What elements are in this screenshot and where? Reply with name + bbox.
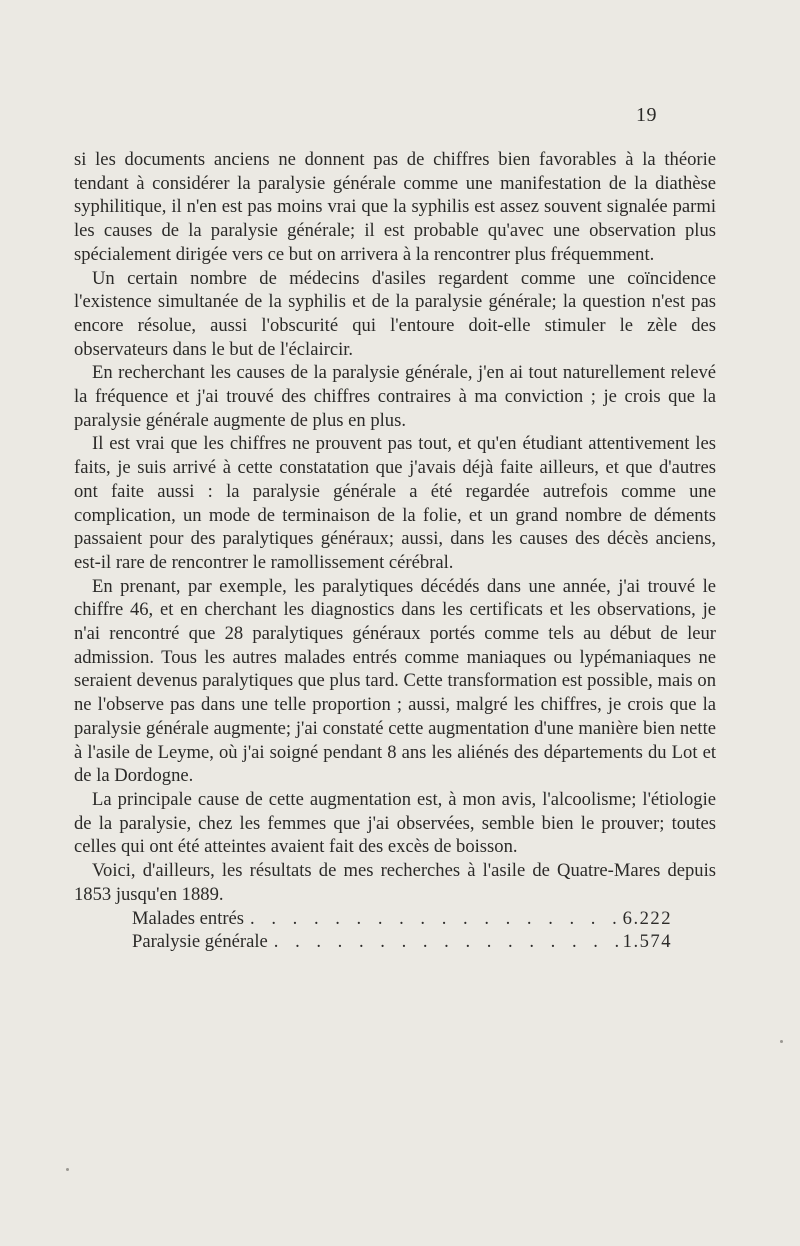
paragraph: Un certain nombre de médecins d'asiles regardent comme une coïncidence l'existence simultanée de la syphilis et de la paralysie générale; la question n'est pas encore résolue, aussi l'obscurité qui l'entoure doit-elle stimuler le zèle des observateurs dans le but de l'éclaircir. [74, 267, 716, 360]
statistics-table [74, 907, 716, 954]
paragraph: si les documents anciens ne donnent pas de chiffres bien favorables à la théorie tendant à considérer la paralysie générale comme une manifestation de la diathèse syphilitique, il n'en est pas moins vrai que la syphilis est assez souvent signalée parmi les causes de la paralysie générale; il est probable qu'avec une observation plus spécialement dirigée vers ce but on arrivera à la rencontrer plus fréquemment. [74, 149, 716, 265]
stat-label: Malades entrés [132, 907, 245, 929]
dot-leader [268, 930, 619, 954]
paragraph: Il est vrai que les chiffres ne prouvent pas tout, et qu'en étudiant attentivement les faits, je suis arrivé à cette constatation que j'avais déjà faite ailleurs, et que d'autres ont faite aussi : la paralysie générale a été regardée autrefois comme une complication, un mode de terminaison de la folie, et un grand nombre de déments passaient pour des paralytiques généraux; aussi, dans les causes des décès anciens, est-il rare de rencontrer le ramollissement cérébral. [74, 433, 716, 573]
stat-value: 6.222 [622, 907, 672, 929]
dot-leader [244, 907, 619, 931]
stat-value: 1.574 [622, 931, 672, 953]
paragraph: En recherchant les causes de la paralysie générale, j'en ai tout naturellement relevé la fréquence et j'ai trouvé des chiffres contraires à ma conviction ; je crois que la paralysie générale augmente de plus en plus. [74, 362, 716, 431]
paragraph: En prenant, par exemple, les paralytiques décédés dans une année, j'ai trouvé le chiffre 46, et en cherchant les diagnostics dans les certificats et les observations, je n'ai rencontré que 28 paralytiques généraux portés comme tels au début de leur admission. Tous les autres malades entrés comme maniaques ou lypémaniaques ne seraient devenus paralytiques que plus tard. Cette transformation est possible, mais on ne l'observe pas dans une telle proportion ; aussi, malgré les chiffres, je crois que la paralysie générale augmente; j'ai constaté cette augmentation d'une manière bien nette à l'asile de Leyme, où j'ai soigné pendant 8 ans les aliénés des départements du Lot et de la Dordogne. [74, 575, 716, 787]
page-number: 19 [636, 104, 657, 126]
stat-row [74, 907, 672, 931]
paper-speck [66, 1168, 69, 1171]
paragraph: Voici, d'ailleurs, les résultats de mes recherches à l'asile de Quatre-Mares depuis 1853 jusqu'en 1889. [74, 860, 716, 905]
paper-speck [780, 1040, 783, 1043]
paragraph: La principale cause de cette augmentation est, à mon avis, l'alcoolisme; l'étiologie de la paralysie, chez les femmes que j'ai observées, semble bien le prouver; toutes celles qui ont été atteintes avaient fait des excès de boisson. [74, 788, 716, 858]
body-text [74, 148, 716, 954]
stat-row [74, 930, 672, 954]
stat-label: Paralysie générale [132, 931, 268, 953]
